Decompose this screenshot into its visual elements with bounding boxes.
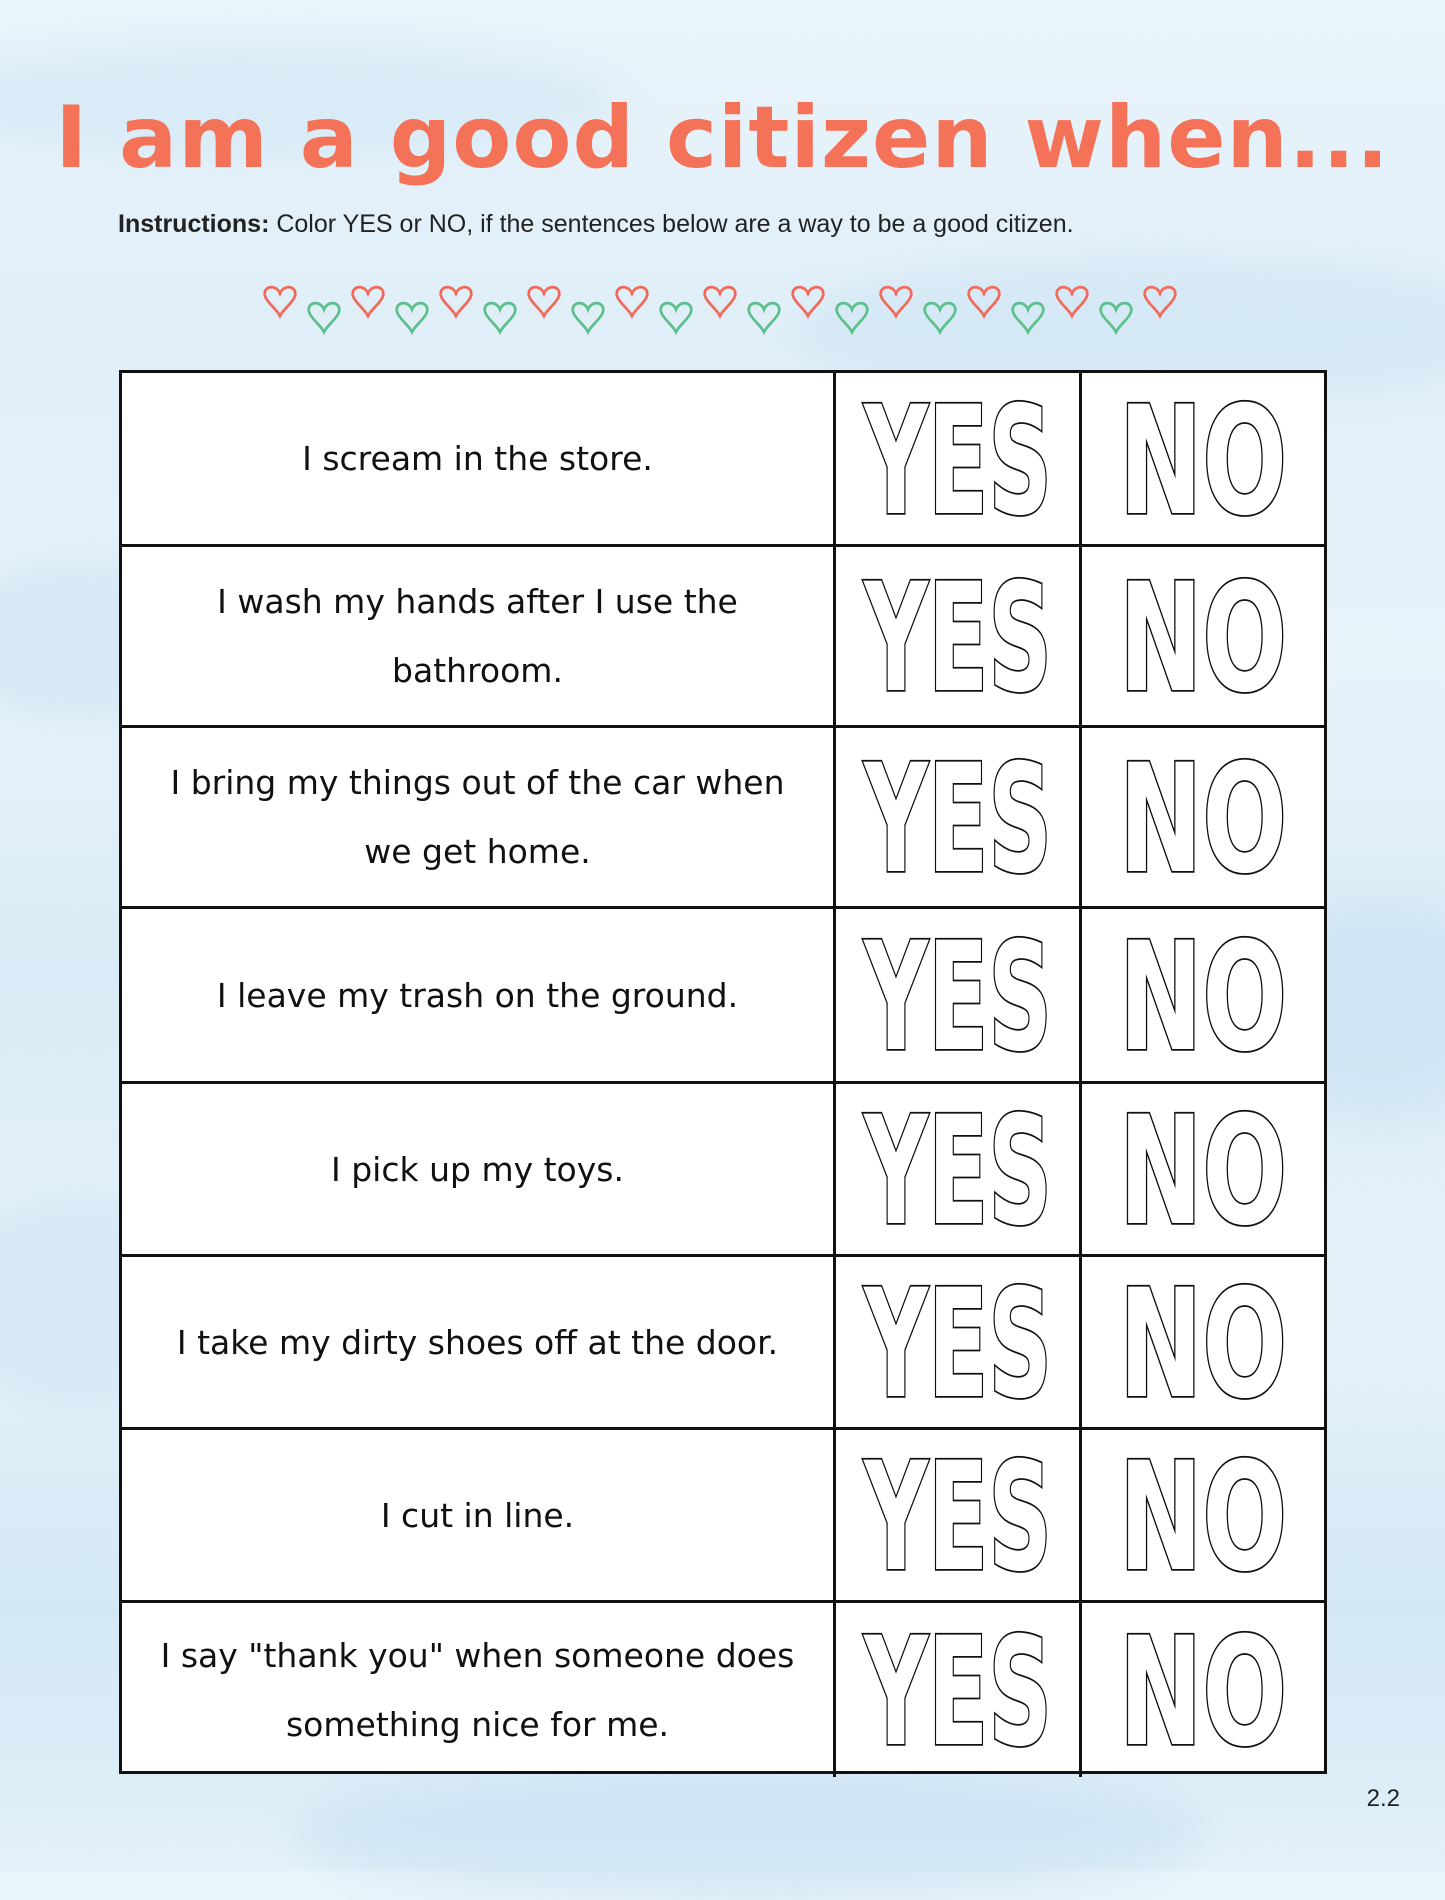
yes-answer-cell[interactable]: [836, 909, 1082, 1085]
yes-answer-cell[interactable]: [836, 1603, 1082, 1780]
green-heart-icon: [1013, 303, 1044, 332]
table-row: [122, 728, 1324, 909]
green-heart-icon: [573, 303, 604, 332]
no-answer-cell[interactable]: [1082, 547, 1324, 725]
red-heart-icon: [529, 287, 560, 316]
red-heart-icon: [441, 287, 472, 316]
page-number: 2.2: [1366, 1785, 1400, 1812]
no-answer-cell[interactable]: [1082, 728, 1324, 906]
yes-answer-label: YES: [862, 1431, 1052, 1605]
no-answer-label: NO: [1119, 1431, 1287, 1605]
sentence-text: I bring my things out of the car when we get home.: [122, 728, 836, 906]
sentence-text: I pick up my toys.: [122, 1084, 836, 1254]
red-heart-icon: [793, 287, 824, 316]
no-answer-cell[interactable]: [1082, 1430, 1324, 1605]
worksheet-table: [119, 370, 1327, 1780]
red-heart-icon: [1145, 287, 1176, 316]
table-row: [122, 1603, 1324, 1780]
yes-answer-label: YES: [862, 374, 1052, 549]
yes-answer-label: YES: [862, 552, 1052, 726]
red-heart-icon: [617, 287, 648, 316]
sentence-text: I leave my trash on the ground.: [122, 909, 836, 1081]
table-row: [122, 1084, 1324, 1257]
red-heart-icon: [353, 287, 384, 316]
green-heart-icon: [1101, 303, 1132, 332]
sentence-text: I scream in the store.: [122, 373, 836, 544]
no-answer-cell[interactable]: [1082, 373, 1324, 549]
yes-answer-label: YES: [862, 911, 1052, 1085]
instructions-text: Color YES or NO, if the sentences below are a way to be a good citizen.: [269, 210, 1074, 238]
yes-answer-cell[interactable]: [836, 1257, 1082, 1432]
yes-answer-cell[interactable]: [836, 1430, 1082, 1605]
yes-answer-label: YES: [862, 1085, 1052, 1259]
no-answer-label: NO: [1119, 911, 1287, 1085]
table-row: [122, 1257, 1324, 1430]
red-heart-icon: [969, 287, 1000, 316]
table-row: [122, 373, 1324, 547]
no-answer-cell[interactable]: [1082, 1257, 1324, 1432]
green-heart-icon: [309, 303, 340, 332]
green-heart-icon: [749, 303, 780, 332]
no-answer-cell[interactable]: [1082, 1603, 1324, 1780]
sentence-text: I wash my hands after I use the bathroom.: [122, 547, 836, 725]
no-answer-label: NO: [1119, 1085, 1287, 1259]
instructions: [118, 210, 1338, 239]
red-heart-icon: [265, 287, 296, 316]
table-row: [122, 909, 1324, 1084]
no-answer-cell[interactable]: [1082, 1084, 1324, 1259]
green-heart-icon: [485, 303, 516, 332]
no-answer-cell[interactable]: [1082, 909, 1324, 1085]
yes-answer-label: YES: [862, 733, 1052, 907]
yes-answer-label: YES: [862, 1606, 1052, 1780]
yes-answer-cell[interactable]: [836, 728, 1082, 906]
background-wash: [300, 1760, 1200, 1900]
yes-answer-cell[interactable]: [836, 547, 1082, 725]
no-answer-label: NO: [1119, 1606, 1287, 1780]
sentence-text: I say "thank you" when someone does something nice for me.: [122, 1603, 836, 1777]
no-answer-label: NO: [1119, 1258, 1287, 1432]
green-heart-icon: [837, 303, 868, 332]
green-heart-icon: [661, 303, 692, 332]
no-answer-label: NO: [1119, 374, 1287, 549]
yes-answer-label: YES: [862, 1258, 1052, 1432]
yes-answer-cell[interactable]: [836, 1084, 1082, 1259]
green-heart-icon: [397, 303, 428, 332]
sentence-text: I cut in line.: [122, 1430, 836, 1600]
no-answer-label: NO: [1119, 733, 1287, 907]
red-heart-icon: [1057, 287, 1088, 316]
red-heart-icon: [705, 287, 736, 316]
table-row: [122, 1430, 1324, 1603]
heart-border: [260, 278, 1180, 338]
no-answer-label: NO: [1119, 552, 1287, 726]
sentence-text: I take my dirty shoes off at the door.: [122, 1257, 836, 1427]
instructions-label: Instructions:: [118, 210, 270, 238]
table-row: [122, 547, 1324, 728]
page-title: I am a good citizen when...: [55, 88, 1390, 188]
green-heart-icon: [925, 303, 956, 332]
red-heart-icon: [881, 287, 912, 316]
yes-answer-cell[interactable]: [836, 373, 1082, 549]
